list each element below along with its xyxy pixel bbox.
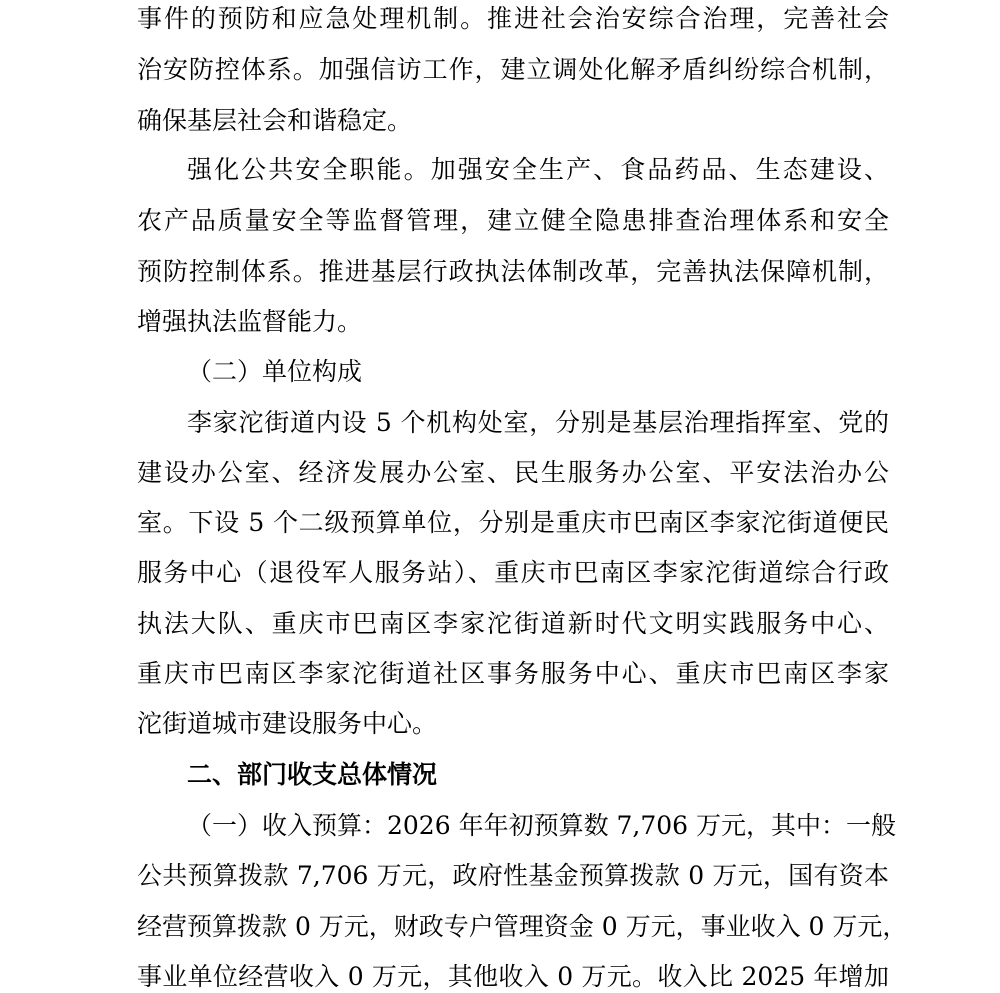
text-line: 治安防控体系。加强信访工作，建立调处化解矛盾纠纷综合机制， <box>137 55 889 84</box>
text-line: 服务中心（退役军人服务站）、重庆市巴南区李家沱街道综合行政 <box>137 558 889 587</box>
text-line: 经营预算拨款 0 万元，财政专户管理资金 0 万元，事业收入 0 万元， <box>137 912 908 941</box>
text-line: 事件的预防和应急处理机制。推进社会治安综合治理，完善社会 <box>137 4 889 33</box>
text-line: 执法大队、重庆市巴南区李家沱街道新时代文明实践服务中心、 <box>137 609 889 638</box>
section-heading: 二、部门收支总体情况 <box>187 760 438 789</box>
section-subheading: （二）单位构成 <box>187 357 363 386</box>
text-line: 增强执法监督能力。 <box>137 307 363 336</box>
text-line: 农产品质量安全等监督管理，建立健全隐患排查治理体系和安全 <box>137 206 889 235</box>
text-line: 事业单位经营收入 0 万元，其他收入 0 万元。收入比 2025 年增加 <box>137 962 889 991</box>
text-line: 沱街道城市建设服务中心。 <box>137 709 438 738</box>
text-line: 李家沱街道内设 5 个机构处室，分别是基层治理指挥室、党的 <box>187 408 889 437</box>
text-line: 确保基层社会和谐稳定。 <box>137 106 413 135</box>
text-line: 建设办公室、经济发展办公室、民生服务办公室、平安法治办公 <box>137 458 889 487</box>
text-line: 重庆市巴南区李家沱街道社区事务服务中心、重庆市巴南区李家 <box>137 659 889 688</box>
text-line: 公共预算拨款 7,706 万元，政府性基金预算拨款 0 万元，国有资本 <box>137 861 889 890</box>
text-line: 预防控制体系。推进基层行政执法体制改革，完善执法保障机制， <box>137 257 889 286</box>
text-line: 室。下设 5 个二级预算单位，分别是重庆市巴南区李家沱街道便民 <box>137 508 889 537</box>
text-line: （一）收入预算：2026 年年初预算数 7,706 万元，其中：一般 <box>187 811 897 840</box>
text-line: 强化公共安全职能。加强安全生产、食品药品、生态建设、 <box>187 155 889 184</box>
